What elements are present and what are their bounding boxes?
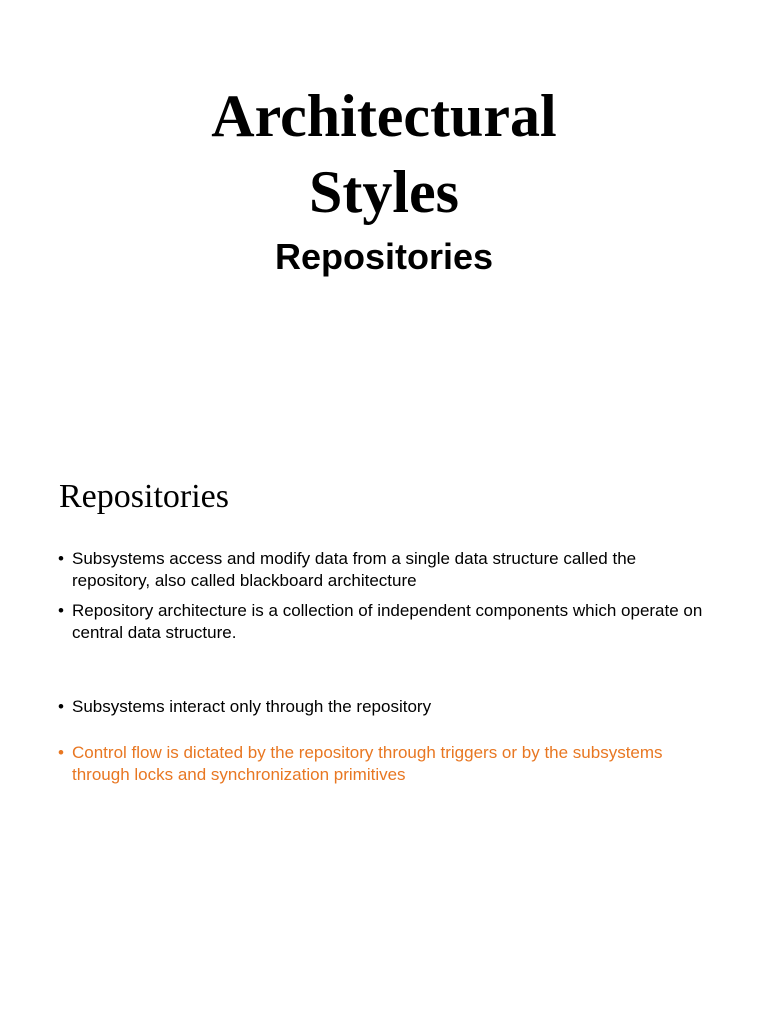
title-slide: [0, 0, 768, 440]
slide-title: [0, 78, 768, 230]
bullet-item: • Repository architecture is a collection of independent components which operate on central data structure.: [58, 600, 718, 644]
bullet-list: [58, 548, 718, 794]
bullet-item-highlighted: • Control flow is dictated by the repository through triggers or by the subsystems through locks and synchronization primitives: [58, 742, 718, 786]
slide-subtitle: Repositories: [274, 236, 494, 277]
content-slide: [0, 440, 768, 1024]
slide-title-line-2: Styles: [309, 159, 459, 225]
bullet-item: • Subsystems access and modify data from a single data structure called the repository, also called blackboard architecture: [58, 548, 718, 592]
slide-title-line-1: Architectural: [211, 83, 557, 149]
bullet-item: • Subsystems interact only through the repository: [58, 696, 718, 718]
section-heading: Repositories: [59, 478, 229, 515]
